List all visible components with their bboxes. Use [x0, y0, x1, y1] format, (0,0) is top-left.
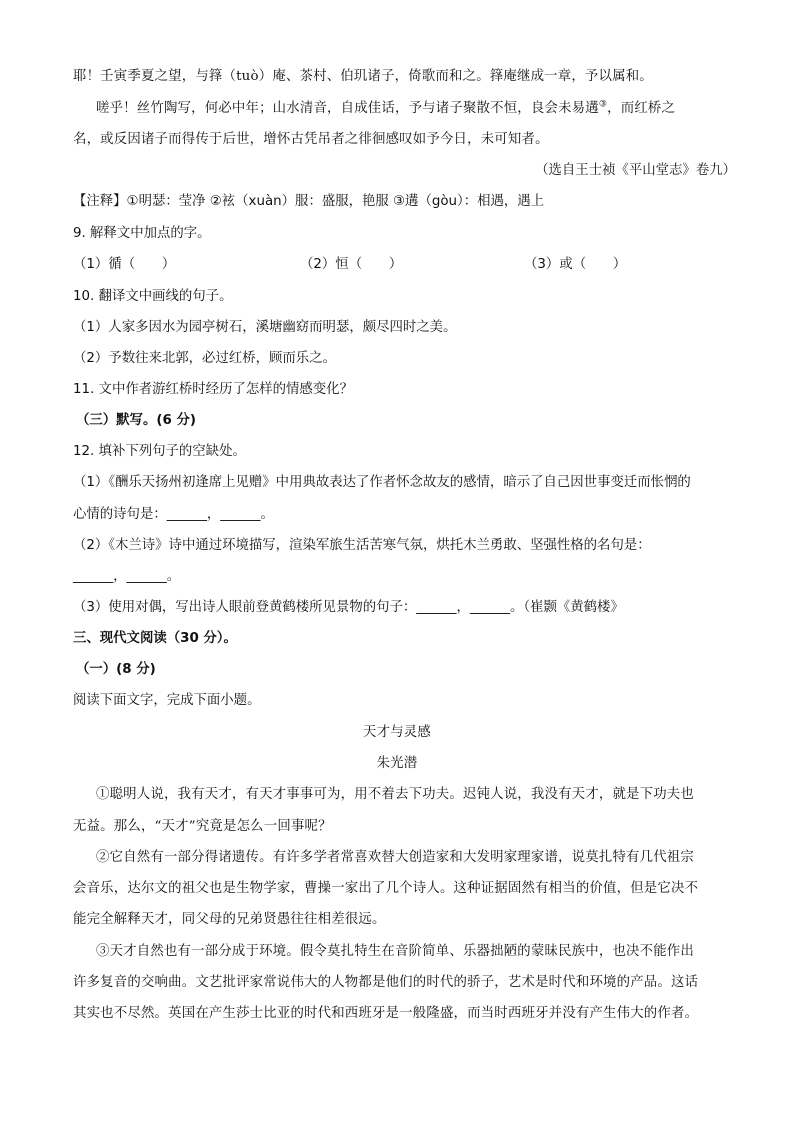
- section-heading-dictation: （三）默写。(6 分): [76, 413, 196, 428]
- classical-text-line: 耶！壬寅季夏之望，与箨（tuò）庵、茶村、伯玑诸子，倚歌而和之。箨庵继成一章，予以属和。: [73, 69, 653, 84]
- article-paragraph-line: ①聪明人说，我有天才，有天才事事可为，用不着去下功夫。迟钝人说，我没有天才，就是下功夫也: [96, 787, 694, 802]
- classical-text-span: 嗟乎！丝竹陶写，何必中年；山水清音，自成佳话，予与诸子聚散不恒，良会未易遘: [96, 101, 599, 116]
- part-heading-modern-reading: 三、现代文阅读（30 分）。: [73, 631, 237, 646]
- article-author: 朱光潜: [376, 756, 418, 771]
- question-12-item-1-cont: 心情的诗句是：______，______。: [73, 507, 274, 522]
- question-9-item-2: （2）恒（ ）: [300, 257, 403, 272]
- passage-source: （选自王士祯《平山堂志》卷九）: [535, 163, 736, 178]
- question-11: 11. 文中作者游红桥时经历了怎样的情感变化？: [73, 382, 353, 397]
- question-12: 12. 填补下列句子的空缺处。: [73, 444, 246, 459]
- article-paragraph-line: ②它自然有一部分得诸遗传。有许多学者常喜欢替大创造家和大发明家理家谱，说莫扎特有几代祖宗: [96, 850, 694, 865]
- article-paragraph-line: 能完全解释天才，同父母的兄弟贤愚往往相差很远。: [73, 912, 386, 927]
- question-9-item-1: （1）循（ ）: [73, 257, 176, 272]
- article-paragraph-line: ③天才自然也有一部分成于环境。假令莫扎特生在音阶简单、乐器拙陋的蒙昧民族中，也决不能作出: [96, 944, 694, 959]
- question-10-item-2: （2）予数往来北郭，必过红桥，顾而乐之。: [73, 351, 336, 366]
- article-paragraph-line: 其实也不尽然。英国在产生莎士比亚的时代和西班牙是一般隆盛，而当时西班牙并没有产生伟大的作者。: [73, 1006, 699, 1021]
- footnote-marker: ③: [598, 99, 608, 110]
- classical-text-span: ，而红桥之: [607, 101, 676, 116]
- annotation-notes: 【注释】①明瑟：莹净 ②袨（xuàn）服：盛服，艳服 ③遘（gòu）：相遇，遇上: [73, 194, 545, 209]
- classical-text-line: [96, 100, 675, 118]
- article-paragraph-line: 无益。那么，“天才”究竟是怎么一回事呢？: [73, 819, 332, 834]
- article-paragraph-line: 会音乐，达尔文的祖父也是生物学家，曹操一家出了几个诗人。这种证据固然有相当的价值，但是它决不: [73, 881, 699, 896]
- article-title: 天才与灵感: [363, 725, 431, 740]
- reading-instruction: 阅读下面文字，完成下面小题。: [73, 693, 261, 708]
- question-10-item-1: （1）人家多因水为园亭树石，溪塘幽窈而明瑟，颇尽四时之美。: [73, 320, 457, 335]
- question-12-item-2-cont: ______，______。: [73, 569, 181, 584]
- article-paragraph-line: 许多复音的交响曲。文艺批评家常说伟大的人物都是他们的时代的骄子，艺术是时代和环境的产品。这话: [73, 975, 699, 990]
- classical-text-line: 名，或反因诸子而得传于后世，增怀古凭吊者之徘徊感叹如予今日，未可知者。: [73, 132, 549, 147]
- question-9-item-3: （3）或（ ）: [524, 257, 627, 272]
- question-12-item-3: （3）使用对偶，写出诗人眼前登黄鹤楼所见景物的句子：______，______。（崔颢《黄鹤楼》: [73, 600, 624, 615]
- question-12-item-2: （2）《木兰诗》诗中通过环境描写，渲染军旅生活苦寒气氛，烘托木兰勇敢、坚强性格的名句是：: [73, 538, 651, 553]
- sub-section-heading: （一）(8 分): [76, 662, 156, 677]
- question-10: 10. 翻译文中画线的句子。: [73, 289, 233, 304]
- question-9: 9. 解释文中加点的字。: [73, 226, 211, 241]
- question-12-item-1: （1）《酬乐天扬州初逢席上见赠》中用典故表达了作者怀念故友的感情，暗示了自己因世事变迁而怅惘的: [73, 475, 691, 490]
